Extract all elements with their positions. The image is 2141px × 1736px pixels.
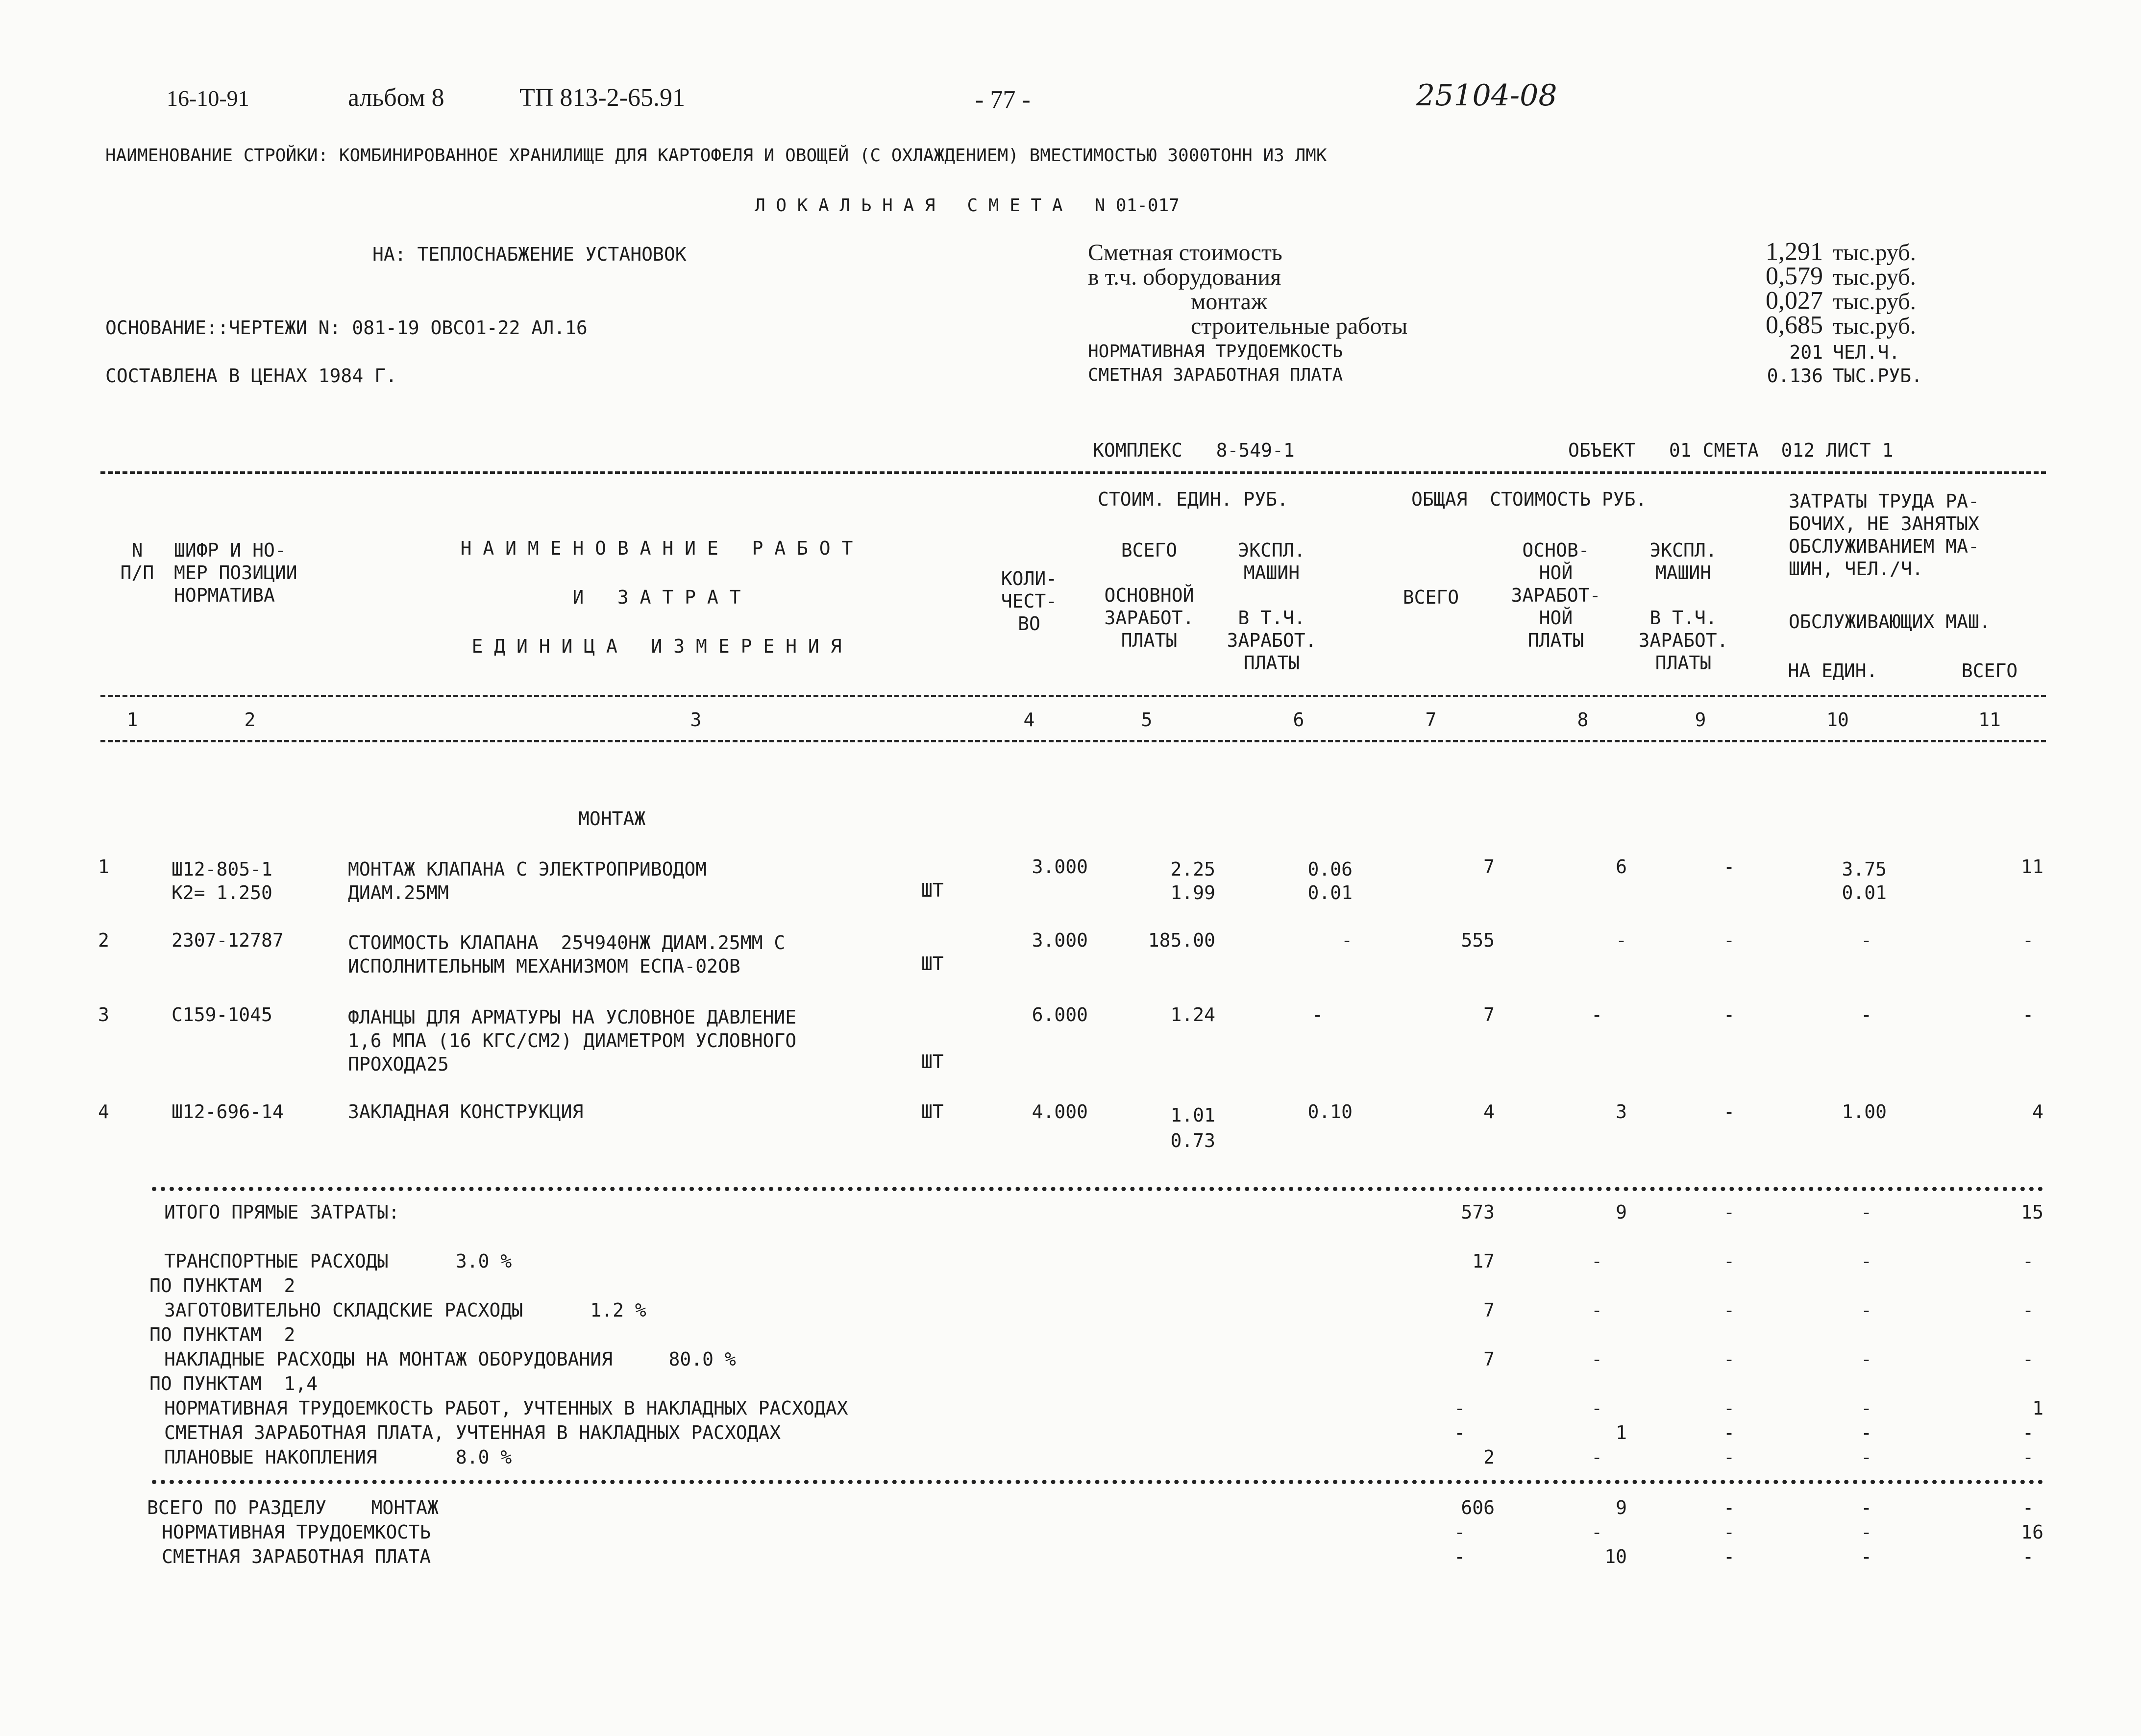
total-wages: 1 xyxy=(1616,1422,1627,1443)
total-labor: - xyxy=(2022,1422,2034,1443)
header-col-3-line-3: Е Д И Н И Ц А И З М Е Р Е Н И Я xyxy=(471,636,842,657)
column-number: 5 xyxy=(1141,709,1153,731)
rule xyxy=(100,471,2046,474)
total-label: ПЛАНОВЫЕ НАКОПЛЕНИЯ 8.0 % xyxy=(164,1446,512,1468)
dotted-rule xyxy=(152,1187,2043,1191)
total-labor-per-unit: - xyxy=(1861,1250,1872,1272)
total-cost: 17 xyxy=(1472,1250,1495,1272)
total-labor: - xyxy=(2022,1446,2034,1468)
total-labor: - xyxy=(2022,1299,2034,1321)
total-machines: - xyxy=(1723,1348,1735,1370)
section-total-machines: - xyxy=(1723,1497,1735,1518)
row-unit: ШТ xyxy=(921,1051,944,1073)
total-machines: - xyxy=(1723,1446,1735,1468)
section-total-label: ВСЕГО ПО РАЗДЕЛУ МОНТАЖ xyxy=(147,1497,439,1518)
summary-label: СМЕТНАЯ ЗАРАБОТНАЯ ПЛАТА xyxy=(1088,365,1343,385)
column-number: 10 xyxy=(1826,709,1849,731)
row-labor-total: 4 xyxy=(2032,1101,2043,1123)
total-machines: - xyxy=(1723,1299,1735,1321)
total-label: ПО ПУНКТАМ 1,4 xyxy=(149,1373,318,1394)
row-name: ЗАКЛАДНАЯ КОНСТРУКЦИЯ xyxy=(348,1101,584,1123)
total-label: НОРМАТИВНАЯ ТРУДОЕМКОСТЬ РАБОТ, УЧТЕННЫХ В НАКЛАДНЫХ РАСХОДАХ xyxy=(164,1397,848,1419)
total-labor-per-unit: - xyxy=(1861,1348,1872,1370)
total-wages: - xyxy=(1591,1446,1602,1468)
row-number: 4 xyxy=(98,1101,109,1123)
summary-unit: ЧЕЛ.Ч. xyxy=(1833,342,1900,363)
row-machines: - xyxy=(1723,1101,1735,1123)
column-number: 2 xyxy=(244,709,256,731)
row-name: СТОИМОСТЬ КЛАПАНА 25Ч940НЖ ДИАМ.25ММ С ИСПОЛНИТЕЛЬНЫМ МЕХАНИЗМОМ ЕСПА-02ОВ xyxy=(348,932,786,977)
total-cost: 573 xyxy=(1461,1201,1495,1223)
column-number: 4 xyxy=(1023,709,1035,731)
summary-value: 1,291 xyxy=(1766,238,1823,266)
row-wages: 6 xyxy=(1616,856,1627,878)
row-quantity: 3.000 xyxy=(1032,929,1088,951)
row-unit: ШТ xyxy=(921,880,944,901)
total-machines: - xyxy=(1723,1201,1735,1223)
header-col-7: ВСЕГО xyxy=(1403,587,1459,608)
summary-value: 0.136 xyxy=(1767,365,1823,387)
header-col-2: ШИФР И НО- МЕР ПОЗИЦИИ НОРМАТИВА xyxy=(174,539,297,606)
summary-unit: тыс.руб. xyxy=(1833,264,1916,290)
rule xyxy=(100,695,2046,697)
row-labor-total: - xyxy=(2022,929,2034,951)
summary-label: в т.ч. оборудования xyxy=(1088,264,1281,290)
estimate-title: Л О К А Л Ь Н А Я С М Е Т А N 01-017 xyxy=(755,196,1180,216)
header-col-3-line-2: И З А Т Р А Т xyxy=(572,587,741,608)
header-unit-cost: СТОИМ. ЕДИН. РУБ. xyxy=(1098,489,1288,510)
column-number: 3 xyxy=(690,709,702,731)
total-labor: 1 xyxy=(2032,1397,2043,1419)
summary-value: 0,579 xyxy=(1766,262,1823,290)
total-labor: - xyxy=(2022,1348,2034,1370)
complex-code: КОМПЛЕКС 8-549-1 xyxy=(1093,440,1295,461)
row-unit-total: 185.00 xyxy=(1148,929,1215,951)
row-labor-total: 11 xyxy=(2021,856,2043,878)
section-total-cost: - xyxy=(1454,1521,1465,1543)
section-total-labor-per-unit: - xyxy=(1861,1546,1872,1567)
section-total-wages: 9 xyxy=(1616,1497,1627,1518)
total-wages: - xyxy=(1591,1299,1602,1321)
object-sheet: ОБЪЕКТ 01 СМЕТА 012 ЛИСТ 1 xyxy=(1568,440,1894,461)
section-total-label: СМЕТНАЯ ЗАРАБОТНАЯ ПЛАТА xyxy=(162,1546,431,1567)
total-wages: - xyxy=(1591,1250,1602,1272)
section-total-labor: 16 xyxy=(2021,1521,2043,1543)
row-machines: - xyxy=(1723,1004,1735,1026)
row-unit-machines: 0.06 0.01 xyxy=(1307,858,1353,904)
header-col-8: ОСНОВ- НОЙ ЗАРАБОТ- НОЙ ПЛАТЫ xyxy=(1511,539,1601,651)
total-cost: 2 xyxy=(1483,1446,1495,1468)
header-col-10: НА ЕДИН. xyxy=(1788,660,1878,682)
total-machines: - xyxy=(1723,1397,1735,1419)
header-col-3-line-1: Н А И М Е Н О В А Н И Е Р А Б О Т xyxy=(460,538,853,559)
total-cost: - xyxy=(1454,1422,1465,1443)
total-labor: - xyxy=(2022,1250,2034,1272)
total-labor-per-unit: - xyxy=(1861,1422,1872,1443)
row-labor-per-unit: 3.75 0.01 xyxy=(1842,858,1887,904)
total-labor-per-unit: - xyxy=(1861,1397,1872,1419)
total-wages: 9 xyxy=(1616,1201,1627,1223)
summary-unit: тыс.руб. xyxy=(1833,240,1916,266)
total-label: ПО ПУНКТАМ 2 xyxy=(149,1324,295,1345)
total-wages: - xyxy=(1591,1348,1602,1370)
row-unit-machines: - xyxy=(1341,929,1353,951)
total-wages: - xyxy=(1591,1397,1602,1419)
section-total-labor-per-unit: - xyxy=(1861,1497,1872,1518)
summary-label: монтаж xyxy=(1191,289,1268,315)
column-number: 1 xyxy=(126,709,138,731)
summary-unit: тыс.руб. xyxy=(1833,313,1916,339)
page-number: - 77 - xyxy=(975,86,1031,114)
row-total: 4 xyxy=(1483,1101,1495,1123)
total-cost: 7 xyxy=(1483,1299,1495,1321)
header-total-cost: ОБЩАЯ СТОИМОСТЬ РУБ. xyxy=(1411,489,1647,510)
row-machines: - xyxy=(1723,856,1735,878)
header-col-9: ЭКСПЛ. МАШИН В Т.Ч. ЗАРАБОТ. ПЛАТЫ xyxy=(1638,539,1728,674)
row-wages: 3 xyxy=(1616,1101,1627,1123)
row-quantity: 6.000 xyxy=(1032,1004,1088,1026)
row-number: 2 xyxy=(98,929,109,951)
row-code: 2307-12787 xyxy=(172,929,284,951)
dotted-rule xyxy=(152,1480,2043,1484)
header-col-5: ВСЕГО ОСНОВНОЙ ЗАРАБОТ. ПЛАТЫ xyxy=(1104,539,1194,651)
row-unit: ШТ xyxy=(921,953,944,975)
row-total: 555 xyxy=(1461,929,1495,951)
summary-unit: ТЫС.РУБ. xyxy=(1833,365,1923,387)
total-cost: - xyxy=(1454,1397,1465,1419)
date: 16-10-91 xyxy=(167,86,249,111)
section-total-labor-per-unit: - xyxy=(1861,1521,1872,1543)
header-col-11: ВСЕГО xyxy=(1961,660,2018,682)
column-number: 9 xyxy=(1695,709,1706,731)
column-number: 8 xyxy=(1577,709,1589,731)
summary-label: Сметная стоимость xyxy=(1088,240,1282,266)
rule xyxy=(100,740,2046,742)
row-unit-machines: 0.10 xyxy=(1307,1101,1353,1123)
section-total-labor: - xyxy=(2022,1546,2034,1567)
album-label: альбом 8 xyxy=(348,84,444,112)
header-labor: ЗАТРАТЫ ТРУДА РА- БОЧИХ, НЕ ЗАНЯТЫХ ОБСЛУЖИВАНИЕМ МА- ШИН, ЧЕЛ./Ч. xyxy=(1789,490,1979,580)
summary-label: НОРМАТИВНАЯ ТРУДОЕМКОСТЬ xyxy=(1088,342,1343,362)
summary-unit: тыс.руб. xyxy=(1833,289,1916,315)
header-maintenance: ОБСЛУЖИВАЮЩИХ МАШ. xyxy=(1789,611,1991,633)
row-machines: - xyxy=(1723,929,1735,951)
row-unit: ШТ xyxy=(921,1101,944,1123)
row-total: 7 xyxy=(1483,1004,1495,1026)
project-code: ТП 813-2-65.91 xyxy=(519,84,685,112)
row-labor-per-unit: - xyxy=(1861,929,1872,951)
document-number: 25104-08 xyxy=(1416,78,1557,113)
section-total-wages: - xyxy=(1591,1521,1602,1543)
row-unit-total: 1.24 xyxy=(1170,1004,1215,1026)
section-total-machines: - xyxy=(1723,1521,1735,1543)
section-total-cost: - xyxy=(1454,1546,1465,1567)
total-label: ЗАГОТОВИТЕЛЬНО СКЛАДСКИЕ РАСХОДЫ 1.2 % xyxy=(164,1299,646,1321)
total-machines: - xyxy=(1723,1422,1735,1443)
column-number: 11 xyxy=(1978,709,2001,731)
summary-value: 0,685 xyxy=(1766,311,1823,339)
row-code: Ш12-696-14 xyxy=(172,1101,284,1123)
header-col-4: КОЛИ- ЧЕСТ- ВО xyxy=(1001,568,1058,635)
total-labor-per-unit: - xyxy=(1861,1299,1872,1321)
row-total: 7 xyxy=(1483,856,1495,878)
price-level: СОСТАВЛЕНА В ЦЕНАХ 1984 Г. xyxy=(105,365,397,387)
row-labor-total: - xyxy=(2022,1004,2034,1026)
column-number: 6 xyxy=(1293,709,1304,731)
total-label: ПО ПУНКТАМ 2 xyxy=(149,1275,295,1296)
estimate-basis: ОСНОВАНИЕ::ЧЕРТЕЖИ N: 081-19 ОВСО1-22 АЛ.16 xyxy=(105,317,588,339)
header-col-1: N П/П xyxy=(120,539,154,584)
total-label: СМЕТНАЯ ЗАРАБОТНАЯ ПЛАТА, УЧТЕННАЯ В НАКЛАДНЫХ РАСХОДАХ xyxy=(164,1422,781,1443)
row-wages: - xyxy=(1616,929,1627,951)
row-number: 1 xyxy=(98,856,109,878)
row-code: С159-1045 xyxy=(172,1004,272,1026)
total-cost: 7 xyxy=(1483,1348,1495,1370)
section-total-cost: 606 xyxy=(1461,1497,1495,1518)
section-total-machines: - xyxy=(1723,1546,1735,1567)
total-label: ИТОГО ПРЯМЫЕ ЗАТРАТЫ: xyxy=(164,1201,400,1223)
row-name: МОНТАЖ КЛАПАНА С ЭЛЕКТРОПРИВОДОМ ДИАМ.25ММ xyxy=(348,858,707,904)
row-code: Ш12-805-1 К2= 1.250 xyxy=(172,858,272,904)
row-unit-total: 1.01 0.73 xyxy=(1170,1104,1215,1151)
total-labor-per-unit: - xyxy=(1861,1446,1872,1468)
construction-title: НАИМЕНОВАНИЕ СТРОЙКИ: КОМБИНИРОВАННОЕ ХРАНИЛИЩЕ ДЛЯ КАРТОФЕЛЯ И ОВОЩЕЙ (С ОХЛАЖДЕНИЕМ) ВМЕСТИМОСТЬЮ 3000ТОНН ИЗ ЛМК xyxy=(105,146,1327,166)
row-quantity: 4.000 xyxy=(1032,1101,1088,1123)
total-label: НАКЛАДНЫЕ РАСХОДЫ НА МОНТАЖ ОБОРУДОВАНИЯ 80.0 % xyxy=(164,1348,736,1370)
row-unit-total: 2.25 1.99 xyxy=(1170,858,1215,904)
total-label: ТРАНСПОРТНЫЕ РАСХОДЫ 3.0 % xyxy=(164,1250,512,1272)
estimate-subject: НА: ТЕПЛОСНАБЖЕНИЕ УСТАНОВОК xyxy=(372,244,687,265)
row-name: ФЛАНЦЫ ДЛЯ АРМАТУРЫ НА УСЛОВНОЕ ДАВЛЕНИЕ 1,6 МПА (16 КГС/СМ2) ДИАМЕТРОМ УСЛОВНОГО ПРОХОДА25 xyxy=(348,1006,797,1075)
row-quantity: 3.000 xyxy=(1032,856,1088,878)
total-machines: - xyxy=(1723,1250,1735,1272)
summary-label: строительные работы xyxy=(1191,313,1408,339)
section-total-wages: 10 xyxy=(1604,1546,1627,1567)
total-labor-per-unit: - xyxy=(1861,1201,1872,1223)
column-number: 7 xyxy=(1425,709,1437,731)
row-unit-machines: - xyxy=(1312,1004,1323,1026)
row-wages: - xyxy=(1591,1004,1602,1026)
summary-value: 0,027 xyxy=(1766,287,1823,315)
header-col-6: ЭКСПЛ. МАШИН В Т.Ч. ЗАРАБОТ. ПЛАТЫ xyxy=(1227,539,1317,674)
row-number: 3 xyxy=(98,1004,109,1026)
section-total-label: НОРМАТИВНАЯ ТРУДОЕМКОСТЬ xyxy=(162,1521,431,1543)
total-labor: 15 xyxy=(2021,1201,2043,1223)
summary-value: 201 xyxy=(1789,342,1823,363)
row-labor-per-unit: - xyxy=(1861,1004,1872,1026)
row-labor-per-unit: 1.00 xyxy=(1842,1101,1887,1123)
section-total-labor: - xyxy=(2022,1497,2034,1518)
section-title: МОНТАЖ xyxy=(578,808,646,830)
